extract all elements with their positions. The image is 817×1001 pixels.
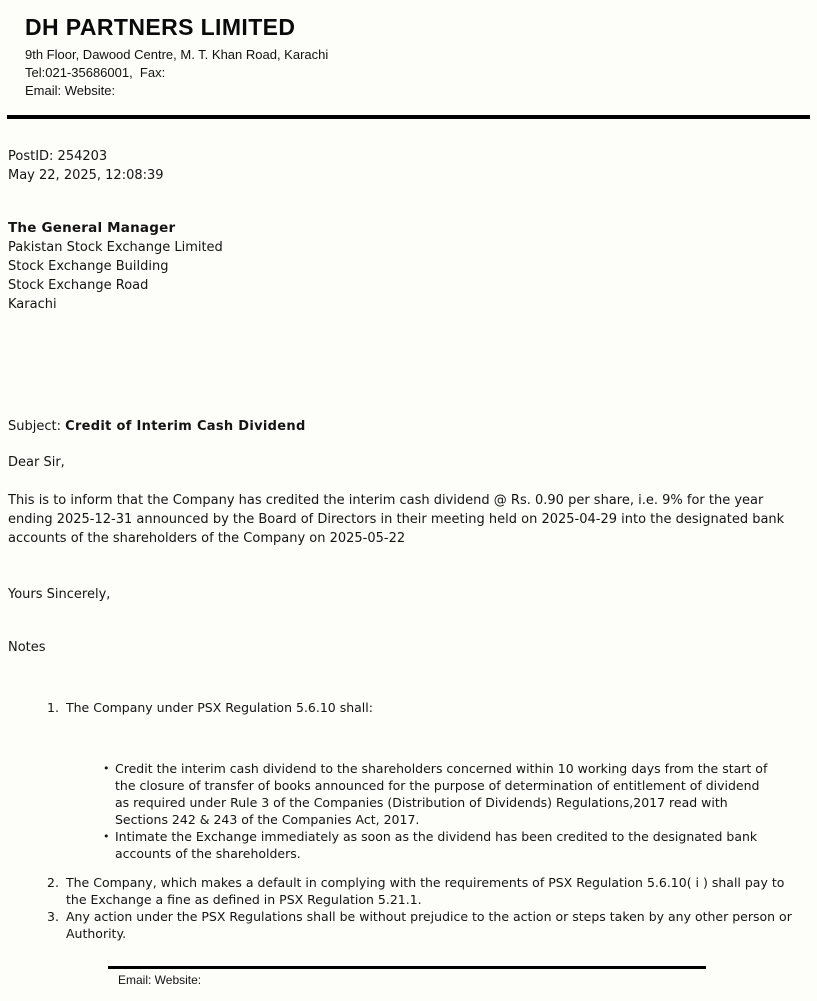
letterhead (0, 0, 817, 100)
footer-email-website: Email: Website: (118, 973, 202, 987)
note-sub-bullets (8, 760, 808, 862)
list-number: 1. (47, 700, 59, 715)
note-item-2 (8, 874, 808, 908)
company-tel-fax: Tel:021-35686001, Fax: (25, 65, 166, 80)
recipient-block (8, 218, 808, 314)
post-id: PostID: 254203 (8, 149, 108, 164)
notes-heading: Notes (8, 640, 46, 655)
bullet-item (8, 828, 808, 862)
note-item-1 (8, 699, 808, 716)
salutation: Dear Sir, (8, 455, 65, 470)
page-footer (0, 966, 817, 987)
subject-label: Subject: (8, 419, 61, 434)
note-item-text: The Company, which makes a default in complying with the requirements of PSX Regulation 5.6.10( i ) shall pay to the Exchange a fine as defined in PSX Regulation 5.21.1. (66, 875, 785, 907)
body-paragraph: This is to inform that the Company has credited the interim cash dividend @ Rs. 0.90 per share, i.e. 9% for the year ending 2025-12-31 announced by the Board of Directors in their meeting held on 2025-04-29 into the designated bank accounts of the shareholders of the Company on 2025-05-22 (8, 493, 785, 546)
post-meta (8, 147, 808, 185)
recipient-line: Stock Exchange Building (8, 259, 169, 274)
company-name: DH PARTNERS LIMITED (25, 14, 296, 40)
company-address: 9th Floor, Dawood Centre, M. T. Khan Road, Karachi (25, 47, 329, 62)
footer-divider (108, 966, 706, 969)
note-item-text: Any action under the PSX Regulations shall be without prejudice to the action or steps taken by any other person or Authority. (66, 909, 792, 941)
recipient-line: Pakistan Stock Exchange Limited (8, 240, 223, 255)
post-timestamp: May 22, 2025, 12:08:39 (8, 168, 164, 183)
list-number: 2. (47, 875, 59, 890)
list-number: 3. (47, 909, 59, 924)
bullet-item (8, 760, 808, 828)
note-item-text: The Company under PSX Regulation 5.6.10 shall: (66, 700, 373, 715)
letter-body (0, 147, 817, 942)
recipient-line: Karachi (8, 297, 57, 312)
recipient-title: The General Manager (8, 220, 176, 236)
subject-line (8, 417, 808, 436)
company-email-website: Email: Website: (25, 83, 116, 98)
recipient-line: Stock Exchange Road (8, 278, 149, 293)
bullet-icon: • (103, 762, 110, 775)
header-divider (7, 115, 810, 119)
bullet-item-text: Intimate the Exchange immediately as soon as the dividend has been credited to the designated bank accounts of the shareholders. (115, 829, 758, 861)
bullet-icon: • (103, 830, 110, 843)
note-item-3 (8, 908, 808, 942)
closing: Yours Sincerely, (8, 587, 111, 602)
subject-value: Credit of Interim Cash Dividend (65, 419, 306, 434)
bullet-item-text: Credit the interim cash dividend to the shareholders concerned within 10 working days from the start of the closure of transfer of books announced for the purpose of determination of entitlement of dividend as required under Rule 3 of the Companies (Distribution of Dividends) Regulations,2017 read with Sections 242 & 243 of the Companies Act, 2017. (115, 761, 768, 827)
